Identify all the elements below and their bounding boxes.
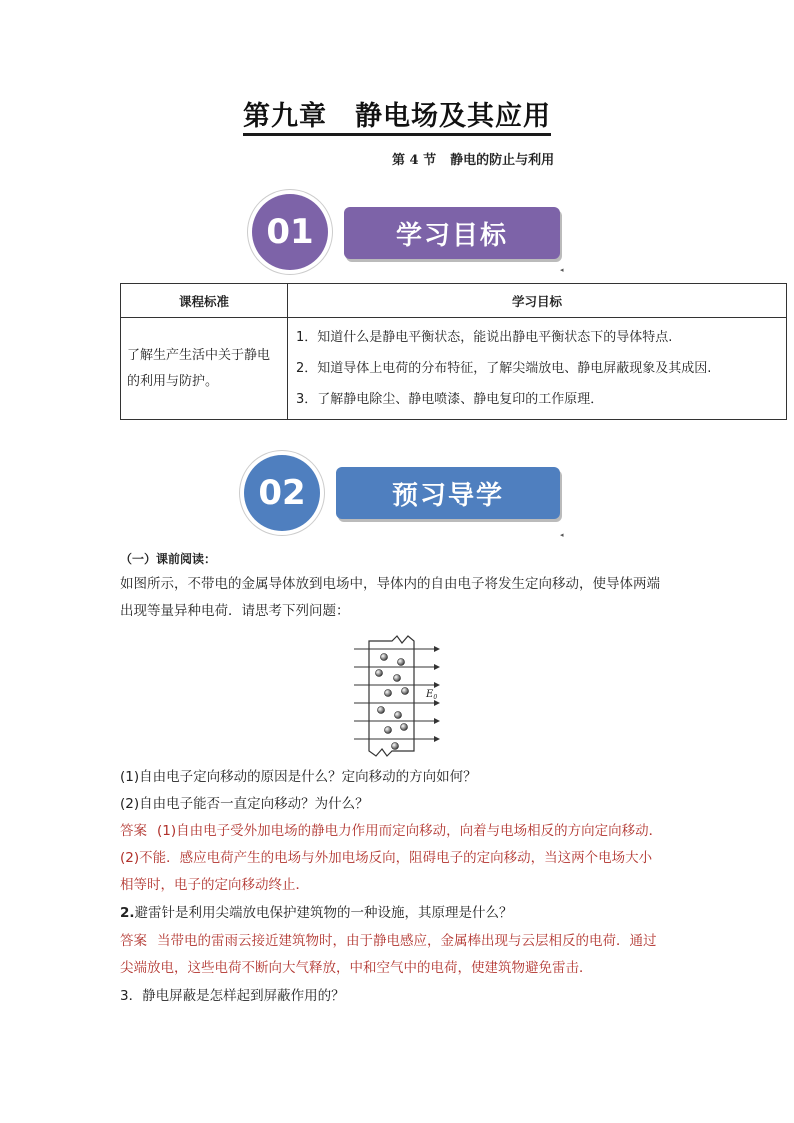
paragraph-mark: ◂ [560,266,564,274]
answer-label: 答案 [120,933,147,949]
badge-circle [244,455,320,531]
goal-item: 3．了解静电除尘、静电喷漆、静电复印的工作原理． [296,392,604,407]
answer-2-line: 相等时，电子的定向移动终止． [120,877,309,893]
answer-label: 答案 [120,823,147,839]
field-lines [354,649,434,739]
question-text: 避雷针是利用尖端放电保护建筑物的一种设施，其原理是什么？ [134,905,513,921]
goal-item: 1．知道什么是静电平衡状态，能说出静电平衡状态下的导体特点. [296,330,673,345]
intro-line: 如图所示，不带电的金属导体放到电场中，导体内的自由电子将发生定向移动，使导体两端 [120,576,660,592]
goals-table [120,283,787,420]
goals-cell [288,318,787,420]
table-row [121,318,787,420]
question-4: 3．静电屏蔽是怎样起到屏蔽作用的？ [120,988,345,1004]
table-header: 课程标准 [121,284,288,318]
free-electrons [376,654,409,750]
question-3 [120,900,513,927]
badge-title: 预习导学 [391,480,504,511]
question-1: (1)自由电子定向移动的原因是什么？定向移动的方向如何？ [120,769,477,785]
table-header: 学习目标 [288,284,787,318]
field-label: E [426,689,434,700]
badge-banner [344,207,560,259]
goal-item: 2．知道导体上电荷的分布特征，了解尖端放电、静电屏蔽现象及其成因. [296,361,712,376]
question-number: 2. [120,905,135,921]
chapter-number: 第九章 [243,101,327,132]
answer-1 [120,818,662,845]
paragraph-mark: ◂ [560,531,564,539]
conductor-field-figure [352,633,444,759]
badge-title: 学习目标 [395,220,508,251]
badge-banner [336,467,560,519]
chapter-title [0,94,794,133]
table-header-row [121,284,787,318]
badge-number: 02 [258,473,306,513]
section-title [392,149,554,168]
question-2: (2)自由电子能否一直定向移动？为什么？ [120,796,369,812]
reading-heading: （一）课前阅读： [120,552,217,566]
section-number: 第 4 节 [392,153,437,168]
badge-circle [252,194,328,270]
badge-number: 01 [266,212,314,252]
answer-text: 当带电的雷雨云接近建筑物时，由于静电感应，金属棒出现与云层相反的电荷．通过 [157,933,657,949]
answer-3 [120,928,657,955]
answer-text: (1)自由电子受外加电场的静电力作用而定向移动，向着与电场相反的方向定向移动． [157,823,663,839]
field-label-subscript: 0 [433,694,438,701]
section-name: 静电的防止与利用 [450,153,555,168]
chapter-name: 静电场及其应用 [355,101,551,132]
svg-text:E0 [425,689,437,701]
answer-2-line: (2)不能．感应电荷产生的电场与外加电场反向，阻碍电子的定向移动，当这两个电场大小 [120,850,653,866]
course-standard-cell: 了解生产生活中关于静电的利用与防护。 [121,318,288,420]
conductor-outline [369,636,414,756]
intro-line: 出现等量异种电荷．请思考下列问题： [120,603,350,619]
answer-3-line: 尖端放电，这些电荷不断向大气释放，中和空气中的电荷，使建筑物避免雷击． [120,960,593,976]
